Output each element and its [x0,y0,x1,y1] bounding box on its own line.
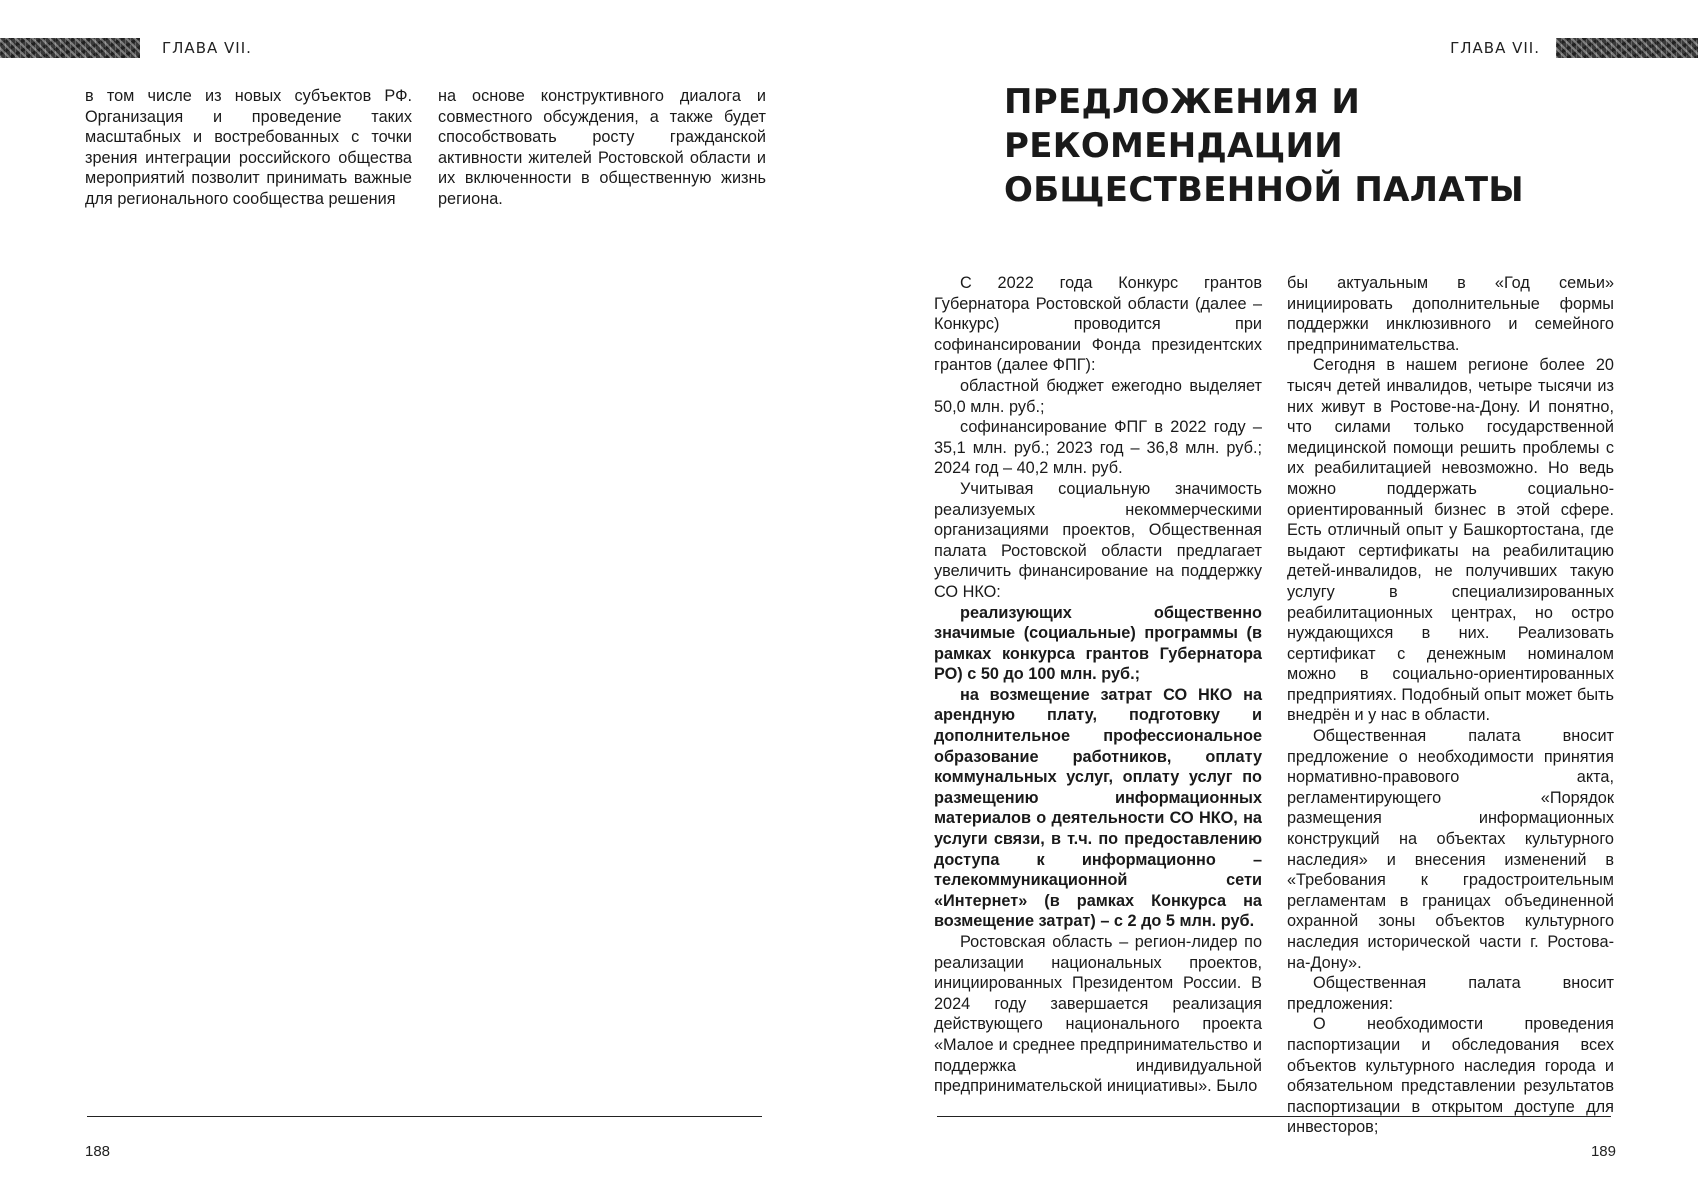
left-column-2 [438,86,766,210]
chapter-label: ГЛАВА VII. [1450,39,1540,57]
paragraph: софинансирование ФПГ в 2022 году – 35,1 млн. руб.; 2023 год – 36,8 млн. руб.; 2024 год – 40,2 млн. руб. [934,418,1262,478]
page-number: 188 [85,1143,111,1160]
paragraph: О необходимости проведения паспортизации и обследования всех объектов культурного наследия города и обязательном представлении результатов паспортизации в открытом доступе для инвесторов; [1287,1015,1614,1137]
paragraph: бы актуальным в «Год семьи» инициировать дополнительные формы поддержки инклюзивного и семейного предпринимательства. [1287,274,1614,354]
paragraph: Общественная палата вносит предложения: [1287,974,1614,1013]
paragraph: в том числе из новых субъектов РФ. Организация и проведение таких масштабных и востребованных с точки зрения интеграции российского общества мероприятий позволит принимать важные для регионального сообщества решения [85,87,412,208]
footer-rule [87,1116,762,1117]
section-title: ПРЕДЛОЖЕНИЯ И РЕКОМЕНДАЦИИ ОБЩЕСТВЕННОЙ ПАЛАТЫ [1004,82,1524,210]
header-ornament [1556,38,1698,58]
page-number: 189 [1590,1143,1616,1160]
chapter-label: ГЛАВА VII. [162,39,252,57]
paragraph: на основе конструктивного диалога и совместного обсуждения, а также будет способствовать росту гражданской активности жителей Ростовской области и их включенности в общественную жизнь региона. [438,87,766,208]
right-column-1 [934,273,1262,1097]
paragraph: Ростовская область – регион-лидер по реализации национальных проектов, инициированных Президентом России. В 2024 году завершается реализация действующего национального проекта «Малое и среднее предпринимательство и поддержка индивидуальной предпринимательской инициативы». Было [934,933,1262,1096]
paragraph: Общественная палата вносит предложение о необходимости принятия нормативно-правового акта, регламентирующего «Порядок размещения информационных конструкций на объектах культурного наследия» и внесения изменений в «Требования к градостроительным регламентам в границах объединенной охранной зоны объектов культурного наследия исторической части г. Ростова-на-Дону». [1287,727,1614,972]
paragraph: Учитывая социальную значимость реализуемых некоммерческими организациями проектов, Общественная палата Ростовской области предлагает увеличить финансирование на поддержку СО НКО: [934,479,1262,601]
paragraph: областной бюджет ежегодно выделяет 50,0 млн. руб.; [934,376,1262,416]
right-column-2 [1287,273,1614,1138]
left-column-1 [85,86,412,210]
bold-paragraph: реализующих общественно значимые (социальные) программы (в рамках конкурса грантов Губернатора РО) с 50 до 100 млн. руб.; [934,603,1262,684]
paragraph: Сегодня в нашем регионе более 20 тысяч детей инвалидов, четыре тысячи из них живут в Ростове-на-Дону. И понятно, что силами только государственной медицинской помощи решить проблемы с их реабилитацией невозможно. Но ведь можно поддержать социально-ориентированный бизнес в этой сфере. Есть отличный опыт у Башкортостана, где выдают сертификаты на реабилитацию детей-инвалидов, не получивших такую услугу в специализированных реабилитационных центрах, но остро нуждающихся в них. Реализовать сертификат с денежным номиналом можно в социально-ориентированных предприятиях. Подобный опыт может быть внедрён и у нас в области. [1287,356,1614,725]
header-ornament [0,38,140,58]
bold-paragraph: на возмещение затрат СО НКО на арендную плату, подготовку и дополнительное профессиональное образование работников, оплату коммунальных услуг, оплату услуг по размещению информационных материалов о деятельности СО НКО, на услуги связи, в т.ч. по предоставлению доступа к информационно – телекоммуникационной сети «Интернет» (в рамках Конкурса на возмещение затрат) – с 2 до 5 млн. руб. [934,685,1262,931]
paragraph: С 2022 года Конкурс грантов Губернатора Ростовской области (далее – Конкурс) проводится при софинансировании Фонда президентских грантов (далее ФПГ): [934,274,1262,375]
